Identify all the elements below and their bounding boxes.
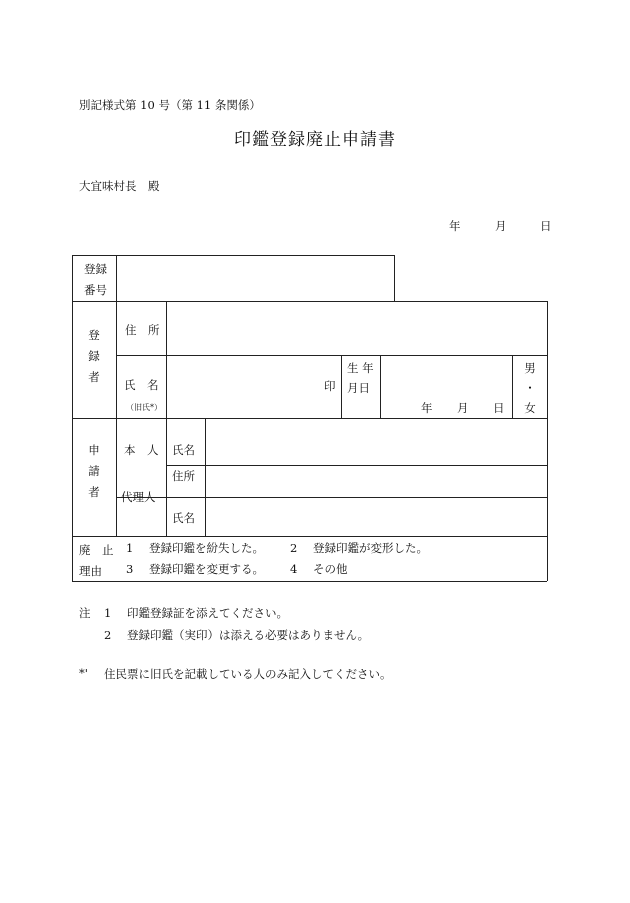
agent-address-field[interactable] (206, 466, 546, 496)
applicant-label: 申 請 者 (88, 443, 100, 499)
reason-option-num: 3 (126, 562, 134, 576)
reason-option-3[interactable] (126, 561, 264, 577)
address-label: 住 所 (125, 323, 160, 337)
birth-year-label: 年 (421, 401, 433, 415)
registrant-label: 登 録 者 (88, 328, 100, 384)
birth-date-field[interactable] (381, 356, 511, 417)
self-name-label: 氏名 (172, 443, 195, 457)
self-name-field[interactable] (206, 419, 546, 464)
birth-day-label: 日 (493, 401, 505, 415)
former-name-label: （旧氏*） (126, 403, 162, 412)
reason-option-num: 4 (290, 562, 298, 576)
agent-label: 代理人 (121, 490, 156, 504)
date-month: 月 (495, 219, 507, 233)
reason-option-2[interactable] (290, 540, 428, 556)
reason-option-num: 2 (290, 541, 298, 555)
reason-option-text: 登録印鑑が変形した。 (312, 541, 428, 555)
document-title: 印鑑登録廃止申請書 (234, 130, 396, 150)
reason-option-text: その他 (312, 562, 348, 576)
form-number: 別記様式第 10 号（第 11 条関係） (79, 98, 261, 112)
note-text: 印鑑登録証を添えてください。 (126, 606, 288, 620)
addressee: 大宜味村長 殿 (79, 179, 160, 193)
note-num: 2 (104, 628, 112, 642)
reg-number-field[interactable] (117, 256, 393, 300)
address-field[interactable] (167, 302, 546, 354)
date-year: 年 (449, 219, 461, 233)
agent-name-label: 氏名 (172, 511, 195, 525)
agent-address-label: 住所 (172, 469, 195, 483)
name-label: 氏 名 (124, 378, 159, 392)
reason-label: 廃 止 理由 (79, 543, 114, 578)
reg-number-label: 登録 番号 (84, 262, 107, 297)
footnote-text: 住民票に旧氏を記載している人のみ記入してください。 (104, 667, 392, 681)
notes-prefix: 注 (79, 606, 91, 620)
note-text: 登録印鑑（実印）は添える必要はありません。 (126, 628, 370, 642)
reason-option-text: 登録印鑑を変更する。 (148, 562, 264, 576)
note-item-1 (104, 605, 288, 621)
reason-option-4[interactable] (290, 561, 347, 577)
note-num: 1 (104, 606, 112, 620)
name-field[interactable] (167, 356, 340, 417)
footnote-mark: *' (79, 666, 88, 680)
reason-option-num: 1 (126, 541, 134, 555)
note-item-2 (104, 627, 369, 643)
agent-name-field[interactable] (206, 498, 546, 535)
gender-selector[interactable]: 男 ・ 女 (524, 361, 536, 415)
reason-option-1[interactable] (126, 540, 264, 556)
reason-option-text: 登録印鑑を紛失した。 (148, 541, 264, 555)
self-label: 本 人 (124, 443, 159, 457)
seal-mark: 印 (324, 379, 336, 393)
date-day: 日 (540, 219, 552, 233)
birth-date-label: 生 年 月日 (347, 361, 374, 395)
birth-month-label: 月 (457, 401, 469, 415)
